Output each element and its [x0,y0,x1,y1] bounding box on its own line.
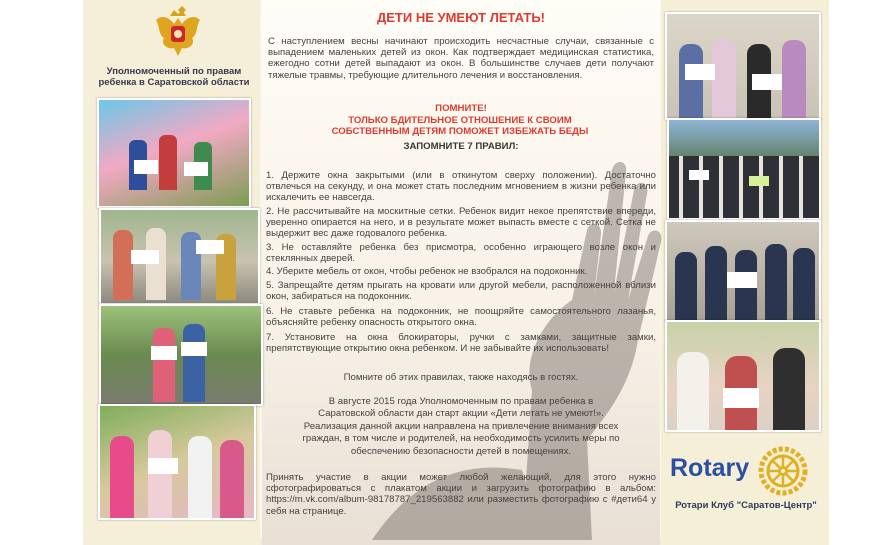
rule-3: 3. Не оставляйте ребенка без присмотра, особенно играющего возле окон и стеклянных дверей. [266,242,656,265]
rule-1: 1. Держите окна закрытыми (или в откинутом сверху положении). Достаточно отвлечься на секунду, и она может стать последним мгновением в жизни ребенка или искалечить ее навсегда. [266,170,656,204]
photo-kids-left-4 [98,404,256,520]
rule-6: 6. Не ставьте ребенка на подоконник, не поощряйте самостоятельного лазанья, объясняйте ребенку опасность открытого окна. [266,306,656,329]
coat-of-arms-icon [152,4,204,62]
vigilance-warning: ТОЛЬКО БДИТЕЛЬНОЕ ОТНОШЕНИЕ К СВОИМ СОБСТВЕННЫМ ДЕТЯМ ПОМОЖЕТ ИЗБЕЖАТЬ БЕДЫ [331,115,589,138]
photo-adults-right-1 [665,12,821,120]
campaign-paragraph: В августе 2015 года Уполномоченным по правам ребенка в Саратовской области дан старт акции «Дети летать не умеют!». Реализация данной акции направлена на привлечение внимания всех граждан, в том числе и родителей, на необходимость усилить меры по обеспечению безопасности детей в помещениях. [302,396,620,457]
guests-reminder: Помните об этих правилах, также находясь в гостях. [343,372,579,383]
rule-5: 5. Запрещайте детям прыгать на кровати или другой мебели, расположенной вблизи окон, забираться на подоконник. [266,280,656,303]
rotary-wheel-icon [758,446,808,496]
photo-schoolchildren-right-2 [667,118,821,220]
remember-heading: ПОМНИТЕ! [435,103,487,114]
ombudsman-label: Уполномоченный по правам ребенка в Саратовской области [98,66,250,88]
intro-paragraph: С наступлением весны начинают происходить несчастные случаи, связанные с выпадением маленьких детей из окон. Как подтверждает медицинская статистика, ежегодно сотни детей выпадают из окон. В большинстве случаев дети получают тяжелые травмы, требующие длительного лечения и восстановления. [268,36,654,81]
photo-kids-left-3 [99,304,263,406]
rules-heading: ЗАПОМНИТЕ 7 ПРАВИЛ: [403,141,519,152]
rotary-logo-text: Rotary [670,454,750,482]
rule-7: 7. Установите на окна блокираторы, ручки с замками, защитные замки, препятствующие открытию окна ребенком. И не забывайте их использовать! [266,332,656,355]
rotary-club-name: Ротари Клуб "Саратов-Центр" [675,500,817,511]
rule-4: 4. Уберите мебель от окон, чтобы ребенок не взобрался на подоконник. [266,266,588,277]
poster-title: ДЕТИ НЕ УМЕЮТ ЛЕТАТЬ! [377,10,545,25]
rule-2: 2. Не рассчитывайте на москитные сетки. Ребенок видит некое препятствие впереди, уверенно опирается на него, и в результате может выпасть вместе с сеткой. Сетка не выдержит вес даже годовалого ребенка. [266,206,656,240]
photo-women-right-4 [665,320,821,432]
photo-kids-left-2 [99,208,260,305]
participation-paragraph: Принять участие в акции может любой желающий, для этого нужно сфотографироваться с плакатом акции и загрузить фотографию в альбом: https://m.vk.com/album-98178787_219563882 или разместить фотографию с #дети64 у себя на странице. [266,472,656,517]
photo-kids-left-1 [97,98,251,208]
photo-rescuers-right-3 [665,220,821,322]
